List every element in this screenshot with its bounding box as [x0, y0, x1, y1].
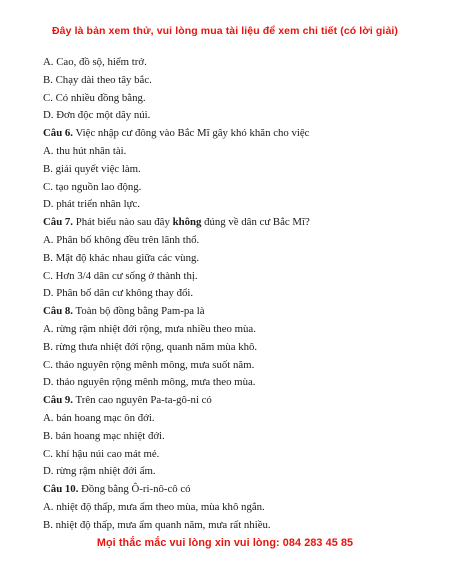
question-number: Câu 7. [43, 216, 73, 229]
option-q6-b: B. giải quyết việc làm. [43, 162, 141, 175]
option-q5-b: B. Chạy dài theo tây bắc. [43, 73, 152, 86]
option-q8-b: B. rừng thưa nhiệt đới rộng, quanh năm mùa khô. [43, 340, 258, 353]
option-q5-d: D. Đơn độc một dãy núi. [43, 109, 151, 122]
option-q6-a: A. thu hút nhân tài. [43, 144, 127, 157]
question-text-after: đúng về dân cư Bắc Mĩ? [201, 216, 310, 229]
option-q9-b: B. bán hoang mạc nhiệt đới. [43, 429, 165, 442]
question-text: Việc nhập cư đông vào Bắc Mĩ gây khó khăn cho việc [73, 127, 310, 140]
question-8 [43, 303, 423, 321]
option-q6-c: C. tạo nguồn lao động. [43, 180, 142, 193]
question-text: Đồng bằng Ô-ri-nô-cô có [78, 483, 191, 496]
question-number: Câu 10. [43, 483, 79, 496]
question-text: Toàn bộ đồng bằng Pam-pa là [73, 305, 205, 318]
question-10 [43, 481, 423, 499]
option-q9-d: D. rừng rậm nhiệt đới ẩm. [43, 465, 156, 478]
question-6 [43, 125, 423, 143]
option-q8-c: C. thảo nguyên rộng mênh mông, mưa suốt năm. [43, 358, 255, 371]
option-q8-d: D. thảo nguyên rộng mênh mông, mưa theo mùa. [43, 376, 256, 389]
option-q5-c: C. Có nhiều đồng bằng. [43, 91, 146, 104]
question-7 [43, 214, 423, 232]
question-number: Câu 8. [43, 305, 73, 318]
option-q9-a: A. bán hoang mạc ôn đới. [43, 411, 155, 424]
document-body [43, 54, 423, 535]
preview-notice-banner: Đây là bản xem thử, vui lòng mua tài liệu để xem chi tiết (có lời giải) [52, 25, 398, 37]
option-q6-d: D. phát triển nhân lực. [43, 198, 140, 211]
contact-footer-banner: Mọi thắc mắc vui lòng xin vui lòng: 084 283 45 85 [96, 537, 354, 549]
option-q7-a: A. Phân bố không đều trên lãnh thổ. [43, 233, 200, 246]
option-q10-a: A. nhiệt độ thấp, mưa ẩm theo mùa, mùa khô ngắn. [43, 500, 265, 513]
option-q7-d: D. Phân bố dân cư không thay đổi. [43, 287, 194, 300]
option-q7-b: B. Mật độ khác nhau giữa các vùng. [43, 251, 200, 264]
question-text: Trên cao nguyên Pa-ta-gô-ni có [73, 394, 212, 407]
question-number: Câu 9. [43, 394, 73, 407]
question-text-before: Phát biểu nào sau đây [73, 216, 173, 229]
option-q7-c: C. Hơn 3/4 dân cư sống ở thành thị. [43, 269, 198, 282]
question-number: Câu 6. [43, 127, 73, 140]
option-q9-c: C. khí hậu núi cao mát mẻ. [43, 447, 160, 460]
option-q10-b: B. nhiệt độ thấp, mưa ẩm quanh năm, mưa rất nhiều. [43, 518, 271, 531]
question-emphasis: không [172, 216, 202, 229]
option-q5-a: A. Cao, đồ sộ, hiểm trở. [43, 56, 147, 68]
question-9 [43, 392, 423, 410]
option-q8-a: A. rừng rậm nhiệt đới rộng, mưa nhiều theo mùa. [43, 322, 256, 335]
